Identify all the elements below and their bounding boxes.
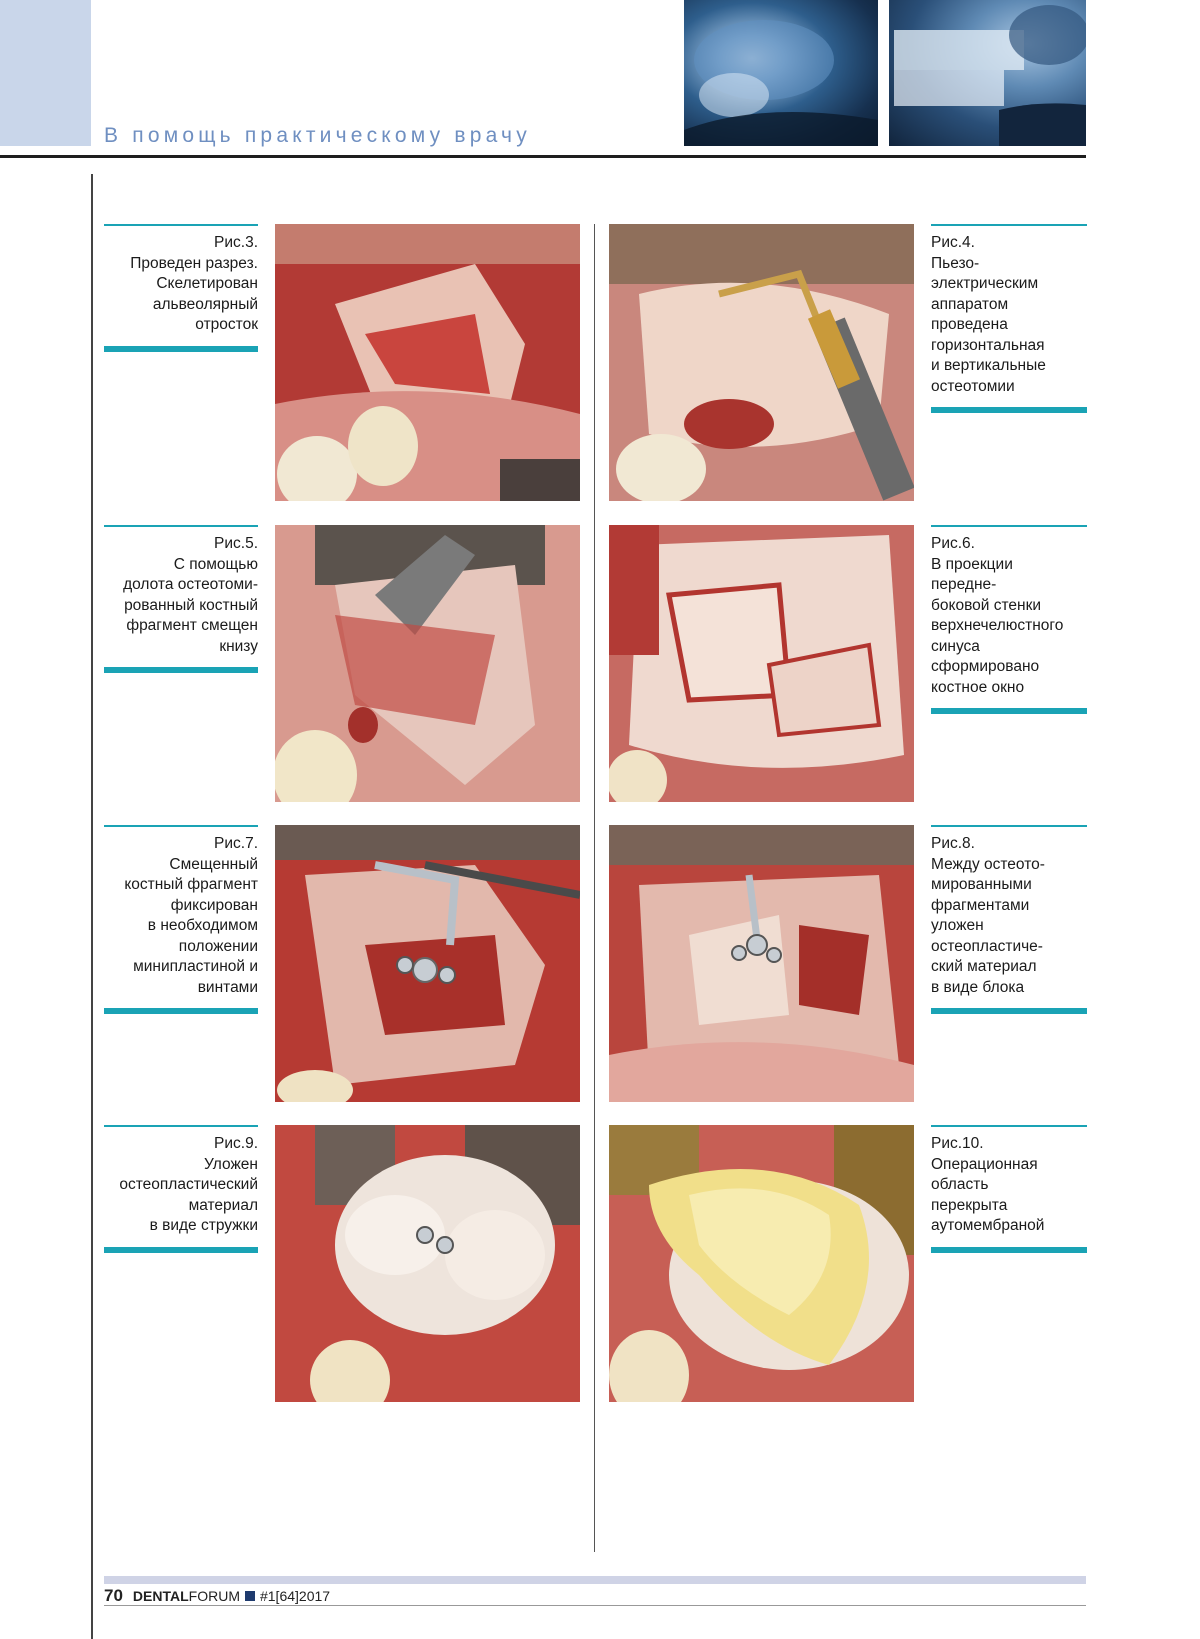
column-divider [594,224,595,1552]
caption-fig-8 [931,825,1087,1014]
photo-fig-6 [609,525,914,802]
issue-number: #1[64]2017 [259,1588,331,1604]
journal-brand-bold: DENTAL [132,1588,189,1604]
journal-brand-regular: FORUM [188,1588,240,1604]
caption-fig-9 [104,1125,258,1253]
footer-rule [104,1605,1086,1606]
caption-rule-bottom [104,1247,258,1253]
caption-text: Рис.5. С помощью долота остеотоми- рованный костный фрагмент смещен книзу [123,535,258,655]
page-number: 70 [104,1586,123,1605]
square-bullet-icon [245,1591,255,1601]
header-rule [0,155,1086,158]
photo-fig-10 [609,1125,914,1402]
caption-text: Рис.10. Операционная область перекрыта аутомембраной [931,1135,1045,1234]
caption-text: Рис.7. Смещенный костный фрагмент фиксирован в необходимом положении минипластиной и винтами [124,835,258,996]
caption-fig-4 [931,224,1087,413]
left-margin-rule [91,174,93,1639]
caption-rule-bottom [931,1008,1087,1014]
photo-fig-4 [609,224,914,501]
caption-fig-10 [931,1125,1087,1253]
caption-fig-3 [104,224,258,352]
photo-fig-3 [275,224,580,501]
photo-fig-7 [275,825,580,1102]
footer-bar [104,1576,1086,1584]
caption-fig-7 [104,825,258,1014]
caption-fig-5 [104,525,258,673]
header-photo-patient-mask [684,0,878,146]
header-photo-toothbrush [889,0,1086,146]
caption-text: Рис.8. Между остеото- мированными фрагментами уложен остеопластиче- ский материал в виде блока [931,835,1045,996]
caption-text: Рис.4. Пьезо- электрическим аппаратом проведена горизонтальная и вертикальные остеотомии [931,234,1046,395]
caption-text: Рис.9. Уложен остеопластический материал в виде стружки [119,1135,258,1234]
caption-rule-bottom [104,1008,258,1014]
caption-rule-bottom [104,667,258,673]
section-title: В помощь практическому врачу [104,124,531,147]
caption-rule-bottom [931,407,1087,413]
photo-fig-5 [275,525,580,802]
photo-fig-8 [609,825,914,1102]
header-color-block [0,0,91,146]
caption-rule-bottom [104,346,258,352]
photo-fig-9 [275,1125,580,1402]
caption-text: Рис.3. Проведен разрез. Скелетирован альвеолярный отросток [130,234,258,333]
caption-fig-6 [931,525,1087,714]
caption-rule-bottom [931,1247,1087,1253]
footer [104,1586,330,1606]
caption-text: Рис.6. В проекции передне- боковой стенки верхнечелюстного синуса сформировано костное окно [931,535,1064,696]
caption-rule-bottom [931,708,1087,714]
